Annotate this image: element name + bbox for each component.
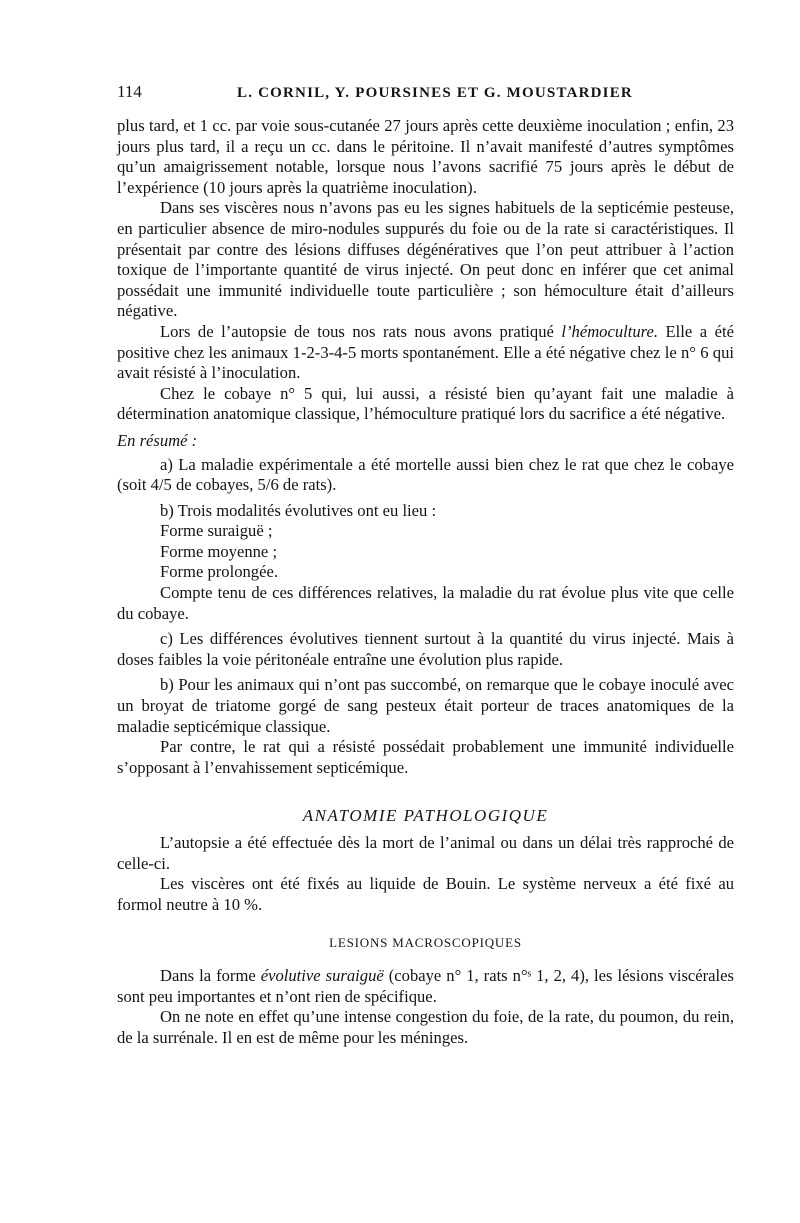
body-text [117, 116, 734, 1048]
summary-point-a: a) La maladie expérimentale a été mortelle aussi bien chez le rat que chez le cobaye (soit 4/5 de cobayes, 5/6 de rats). [117, 454, 734, 495]
summary-point-b2: b) Pour les animaux qui n’ont pas succombé, on remarque que le cobaye inoculé avec un broyat de triatome gorgé de sang pesteux était porteur de traces anatomiques de la maladie septicémique classique. [117, 675, 734, 736]
section-heading: ANATOMIE PATHOLOGIQUE [302, 806, 549, 826]
paragraph-congestion: On ne note en effet qu’une intense congestion du foie, de la rate, du poumon, du rein, de la surrénale. Il en est de même pour les méninges. [117, 1007, 734, 1047]
form-item: Forme prolongée. [160, 562, 278, 582]
paragraph-fixation: Les viscères ont été fixés au liquide de Bouin. Le système nerveux a été fixé au formol neutre à 10 %. [117, 874, 734, 914]
summary-point-c: c) Les différences évolutives tiennent surtout à la quantité du virus injecté. Mais à doses faibles la voie péritonéale entraîne une évolution plus rapide. [117, 629, 734, 669]
hemoculture-text-before: Lors de l’autopsie de tous nos rats nous avons pratiqué [160, 321, 554, 341]
summary-point-b: b) Trois modalités évolutives ont eu lieu : [160, 500, 437, 520]
summary-point-b-conclusion: Compte tenu de ces différences relatives, la maladie du rat évolue plus vite que celle du cobaye. [117, 583, 734, 623]
hemoculture-term: l’hémoculture. [561, 321, 659, 341]
form-item: Forme moyenne ; [160, 541, 278, 561]
subsection-heading: LESIONS MACROSCOPIQUES [329, 935, 522, 951]
paragraph-hemoculture [117, 322, 734, 384]
paragraph-visceres: Dans ses viscères nous n’avons pas eu les signes habituels de la septicémie pesteuse, en particulier absence de miro-nodules suppurés du foie ou de la rate si caractéristiques. Il présentait par contre des lésions diffuses dégénératives que l’on peut attribuer à l’action toxique de l’importante quantité de virus injecté. On peut donc en inférer que cet animal possédait une immunité individuelle toute particulière ; son hémoculture était d’ailleurs négative. [117, 198, 734, 321]
form-item: Forme suraiguë ; [160, 521, 273, 541]
paragraph-continuation: plus tard, et 1 cc. par voie sous-cutanée 27 jours après cette deuxième inoculation ; enfin, 23 jours plus tard, il a reçu un cc. dans le péritoine. Il n’avait manifesté d’autres symptômes qu’un amaigrissement notable, lorsque nous l’avons sacrifié 75 jours après le début de l’expérience (10 jours après la quatrième inoculation). [117, 116, 734, 197]
paragraph-cobaye: Chez le cobaye n° 5 qui, lui aussi, a résisté bien qu’ayant fait une maladie à détermination anatomique classique, l’hémoculture pratiqué lors du sacrifice a été négative. [117, 383, 734, 424]
hemoculture-text-after: Elle a été positive chez les animaux 1-2-3-4-5 morts spontanément. Elle a été négative chez le n° 6 qui avait résisté à l’inoculation. [117, 321, 734, 383]
forme-text-after: (cobaye n° 1, rats n°ˢ 1, 2, 4), les lésions viscérales sont peu importantes et n’ont rien de spécifique. [117, 965, 734, 1006]
paragraph-autopsie: L’autopsie a été effectuée dès la mort de l’animal ou dans un délai très rapproché de celle-ci. [117, 833, 734, 873]
running-header-authors: L. CORNIL, Y. POURSINES ET G. MOUSTARDIER [237, 85, 633, 101]
page-number: 114 [117, 82, 142, 101]
paragraph-forme-suraigue [117, 966, 734, 1007]
summary-heading: En résumé : [117, 430, 198, 450]
running-header [117, 82, 734, 116]
forme-text-before: Dans la forme [160, 965, 256, 985]
forme-term: évolutive suraiguë [260, 965, 384, 985]
paragraph-par-contre: Par contre, le rat qui a résisté possédait probablement une immunité individuelle s’opposant à l’envahissement septicémique. [117, 737, 734, 777]
